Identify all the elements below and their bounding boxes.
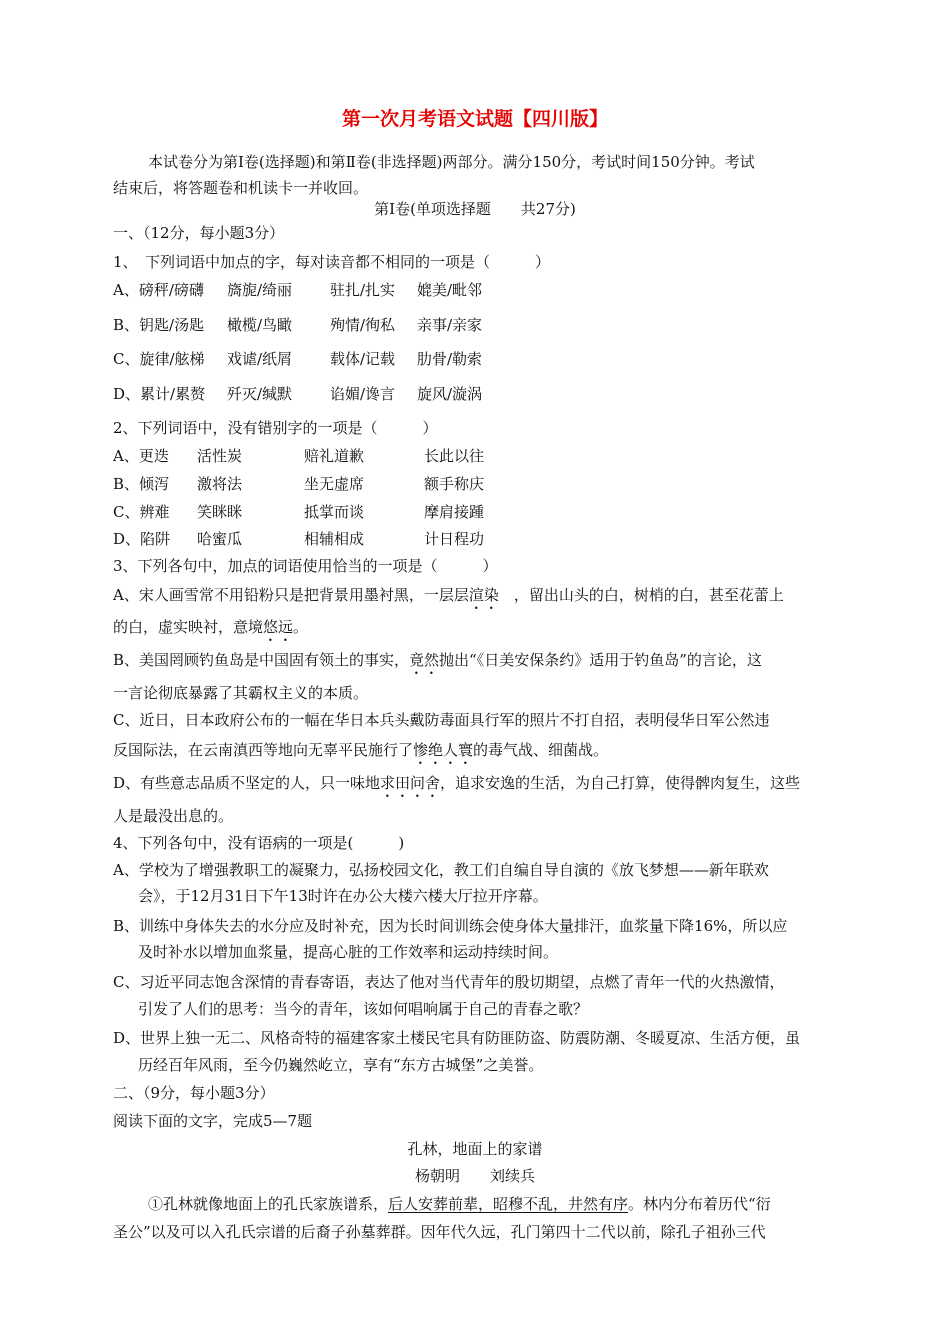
intro-line: 本试卷分为第Ⅰ卷(选择题)和第Ⅱ卷(非选择题)两部分。满分150分，考试时间150分钟。考试 — [148, 153, 755, 171]
option-line: D、世界上独一无二、风格奇特的福建客家土楼民宅具有防匪防盗、防震防潮、冬暖夏凉、生活方便，虽 — [113, 1029, 801, 1047]
option-line: 引发了人们的思考：当今的青年，该如何唱响属于自己的青春之歌？ — [138, 1000, 589, 1018]
option-cell: 笑眯眯 — [197, 503, 243, 521]
option-line: C、习近平同志饱含深情的青春寄语，表达了他对当代青年的殷切期望，点燃了青年一代的火热激情， — [113, 973, 785, 991]
option-cell: 殉情/徇私 — [330, 316, 396, 334]
option-cell: 亲事/亲家 — [417, 316, 483, 334]
option-cell: 哈蜜瓜 — [197, 530, 243, 548]
section-heading: 一、（12分，每小题3分） — [113, 224, 285, 242]
option-line: 反国际法，在云南滇西等地向无辜平民施行了惨绝人寰的毒气战、细菌战。 — [113, 741, 609, 759]
option-cell: 歼灭/缄默 — [227, 385, 293, 403]
option-cell: 戏谑/纸屑 — [227, 350, 293, 368]
option-cell: 肋骨/勒索 — [417, 350, 483, 368]
option-cell: B、倾泻 — [113, 475, 170, 493]
option-line: 历经百年风雨，至今仍巍然屹立，享有“东方古城堡”之美誉。 — [138, 1056, 544, 1074]
article-paragraph: ①孔林就像地面上的孔氏家族谱系，后人安葬前辈，昭穆不乱，井然有序。林内分布着历代“衍 — [148, 1195, 771, 1213]
option-row — [113, 529, 484, 549]
option-row — [113, 315, 482, 335]
option-cell: 激将法 — [197, 475, 243, 493]
option-cell: 计日程功 — [424, 530, 485, 548]
part-header: 第Ⅰ卷(单项选择题 共27分) — [374, 200, 576, 218]
option-cell: 相辅相成 — [304, 530, 365, 548]
option-cell: 载体/记载 — [330, 350, 396, 368]
option-line: 一言论彻底暴露了其霸权主义的本质。 — [113, 684, 369, 702]
option-cell: A、更迭 — [113, 447, 169, 465]
dotted-term: 求田问舍 — [380, 774, 441, 792]
option-cell: 旖旎/绮丽 — [227, 281, 293, 299]
option-cell: D、陷阱 — [113, 530, 171, 548]
option-line: 会》，于12月31日下午13时许在办公大楼六楼大厅拉开序幕。 — [138, 887, 548, 905]
dotted-term: 惨绝人寰 — [413, 741, 474, 759]
article-title: 孔林，地面上的家谱 — [407, 1140, 543, 1158]
option-row — [113, 384, 482, 404]
dotted-term: 悠远 — [263, 618, 294, 636]
option-line: 的白，虚实映衬，意境悠远。 — [113, 618, 309, 636]
option-cell: 抵掌而谈 — [304, 503, 365, 521]
option-cell: 额手称庆 — [424, 475, 485, 493]
option-row — [113, 502, 484, 522]
article-authors: 杨朝明 刘续兵 — [414, 1167, 535, 1185]
option-line: D、有些意志品质不坚定的人，只一味地求田问舍，追求安逸的生活，为自己打算，使得髀肉复生，这些 — [113, 774, 801, 792]
section-heading: 二、（9分，每小题3分） — [113, 1084, 275, 1102]
option-cell: C、辨难 — [113, 503, 170, 521]
option-line: B、训练中身体失去的水分应及时补充，因为长时间训练会使身体大量排汗，血浆量下降16%，所以应 — [113, 917, 788, 935]
underlined-sentence: 后人安葬前辈，昭穆不乱，井然有序 — [388, 1195, 629, 1213]
option-row — [113, 280, 482, 300]
option-cell: A、磅秤/磅礴 — [113, 281, 204, 299]
option-cell: 摩肩接踵 — [424, 503, 485, 521]
question-stem: 2、下列词语中，没有错别字的一项是（ ） — [113, 419, 438, 437]
option-cell: C、旋律/舷梯 — [113, 350, 205, 368]
option-line: A、学校为了增强教职工的凝聚力，弘扬校园文化，教工们自编自导自演的《放飞梦想——新年联欢 — [113, 861, 769, 879]
option-row — [113, 474, 484, 494]
question-stem: 3、下列各句中，加点的词语使用恰当的一项是（ ） — [113, 557, 498, 575]
option-cell: 橄榄/鸟瞰 — [227, 316, 293, 334]
option-line: 及时补水以增加血浆量，提高心脏的工作效率和运动持续时间。 — [138, 943, 559, 961]
option-cell: 旋风/漩涡 — [417, 385, 483, 403]
question-stem: 1、 下列词语中加点的字，每对读音都不相同的一项是（ ） — [113, 253, 551, 271]
option-cell: D、累计/累赘 — [113, 385, 206, 403]
option-cell: 赔礼道歉 — [304, 447, 365, 465]
dotted-term: 竟然 — [409, 651, 440, 669]
option-line: C、近日，日本政府公布的一幅在华日本兵头戴防毒面具行军的照片不打自招，表明侵华日军公然违 — [113, 711, 770, 729]
option-cell: B、钥匙/汤匙 — [113, 316, 205, 334]
option-row — [113, 446, 484, 466]
option-cell: 长此以往 — [424, 447, 485, 465]
intro-line: 结束后，将答题卷和机读卡一并收回。 — [113, 179, 369, 197]
page-title: 第一次月考语文试题【四川版】 — [341, 108, 608, 130]
option-cell: 媲美/毗邻 — [417, 281, 483, 299]
option-row — [113, 349, 482, 369]
question-stem: 4、下列各句中，没有语病的一项是( ) — [113, 834, 405, 852]
option-cell: 坐无虚席 — [304, 475, 365, 493]
reading-prompt: 阅读下面的文字，完成5—7题 — [113, 1112, 313, 1130]
option-line: 人是最没出息的。 — [113, 807, 234, 825]
option-cell: 驻扎/扎实 — [330, 281, 396, 299]
dotted-term: 渲染 — [468, 586, 499, 604]
option-cell: 活性炭 — [197, 447, 243, 465]
article-paragraph: 圣公”以及可以入孔氏宗谱的后裔子孙墓葬群。因年代久远，孔门第四十二代以前，除孔子祖孙三代 — [113, 1223, 766, 1241]
option-cell: 谄媚/谗言 — [330, 385, 396, 403]
option-line: B、美国罔顾钓鱼岛是中国固有领土的事实，竟然抛出“《日美安保条约》适用于钓鱼岛”的言论，这 — [113, 651, 762, 669]
option-line: A、宋人画雪常不用铅粉只是把背景用墨衬黑，一层层渲染 ，留出山头的白，树梢的白，甚至花蕾上 — [113, 586, 784, 604]
